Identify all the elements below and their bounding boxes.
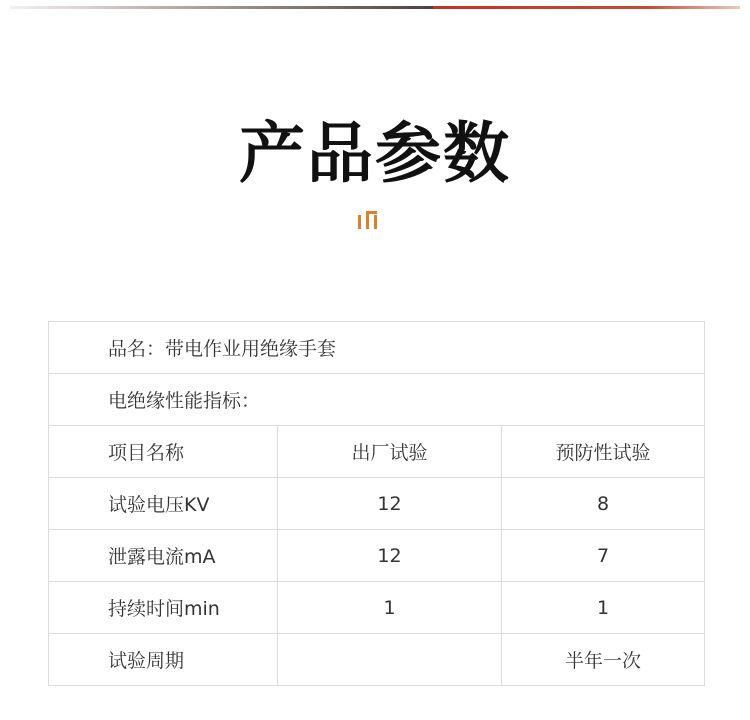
row-factory-cell: 12 bbox=[278, 530, 502, 582]
row-preventive-cell: 7 bbox=[502, 530, 705, 582]
column-header-preventive: 预防性试验 bbox=[502, 426, 705, 478]
table-row bbox=[49, 530, 705, 582]
row-item-cell: 持续时间min bbox=[49, 582, 278, 634]
row-factory-cell: 1 bbox=[278, 582, 502, 634]
ornament-icon bbox=[358, 211, 380, 229]
product-name-cell: 品名：带电作业用绝缘手套 bbox=[49, 322, 705, 374]
row-item-cell: 泄露电流mA bbox=[49, 530, 278, 582]
row-preventive-cell: 8 bbox=[502, 478, 705, 530]
row-preventive-cell: 半年一次 bbox=[502, 634, 705, 686]
table-row bbox=[49, 582, 705, 634]
table-row bbox=[49, 634, 705, 686]
row-item-cell: 试验周期 bbox=[49, 634, 278, 686]
table-header-row bbox=[49, 426, 705, 478]
row-preventive-cell: 1 bbox=[502, 582, 705, 634]
spec-table bbox=[48, 321, 705, 686]
column-header-item: 项目名称 bbox=[49, 426, 278, 478]
top-bar-red-segment bbox=[433, 6, 740, 9]
top-bar-dark-segment bbox=[10, 6, 433, 9]
table-row bbox=[49, 478, 705, 530]
row-item-cell: 试验电压KV bbox=[49, 478, 278, 530]
page-title: 产品参数 bbox=[239, 115, 511, 192]
section-label-cell: 电绝缘性能指标： bbox=[49, 374, 705, 426]
top-decorative-bar bbox=[10, 6, 740, 9]
table-row-product-name bbox=[49, 322, 705, 374]
row-factory-cell bbox=[278, 634, 502, 686]
table-row-section-label bbox=[49, 374, 705, 426]
row-factory-cell: 12 bbox=[278, 478, 502, 530]
column-header-factory: 出厂试验 bbox=[278, 426, 502, 478]
